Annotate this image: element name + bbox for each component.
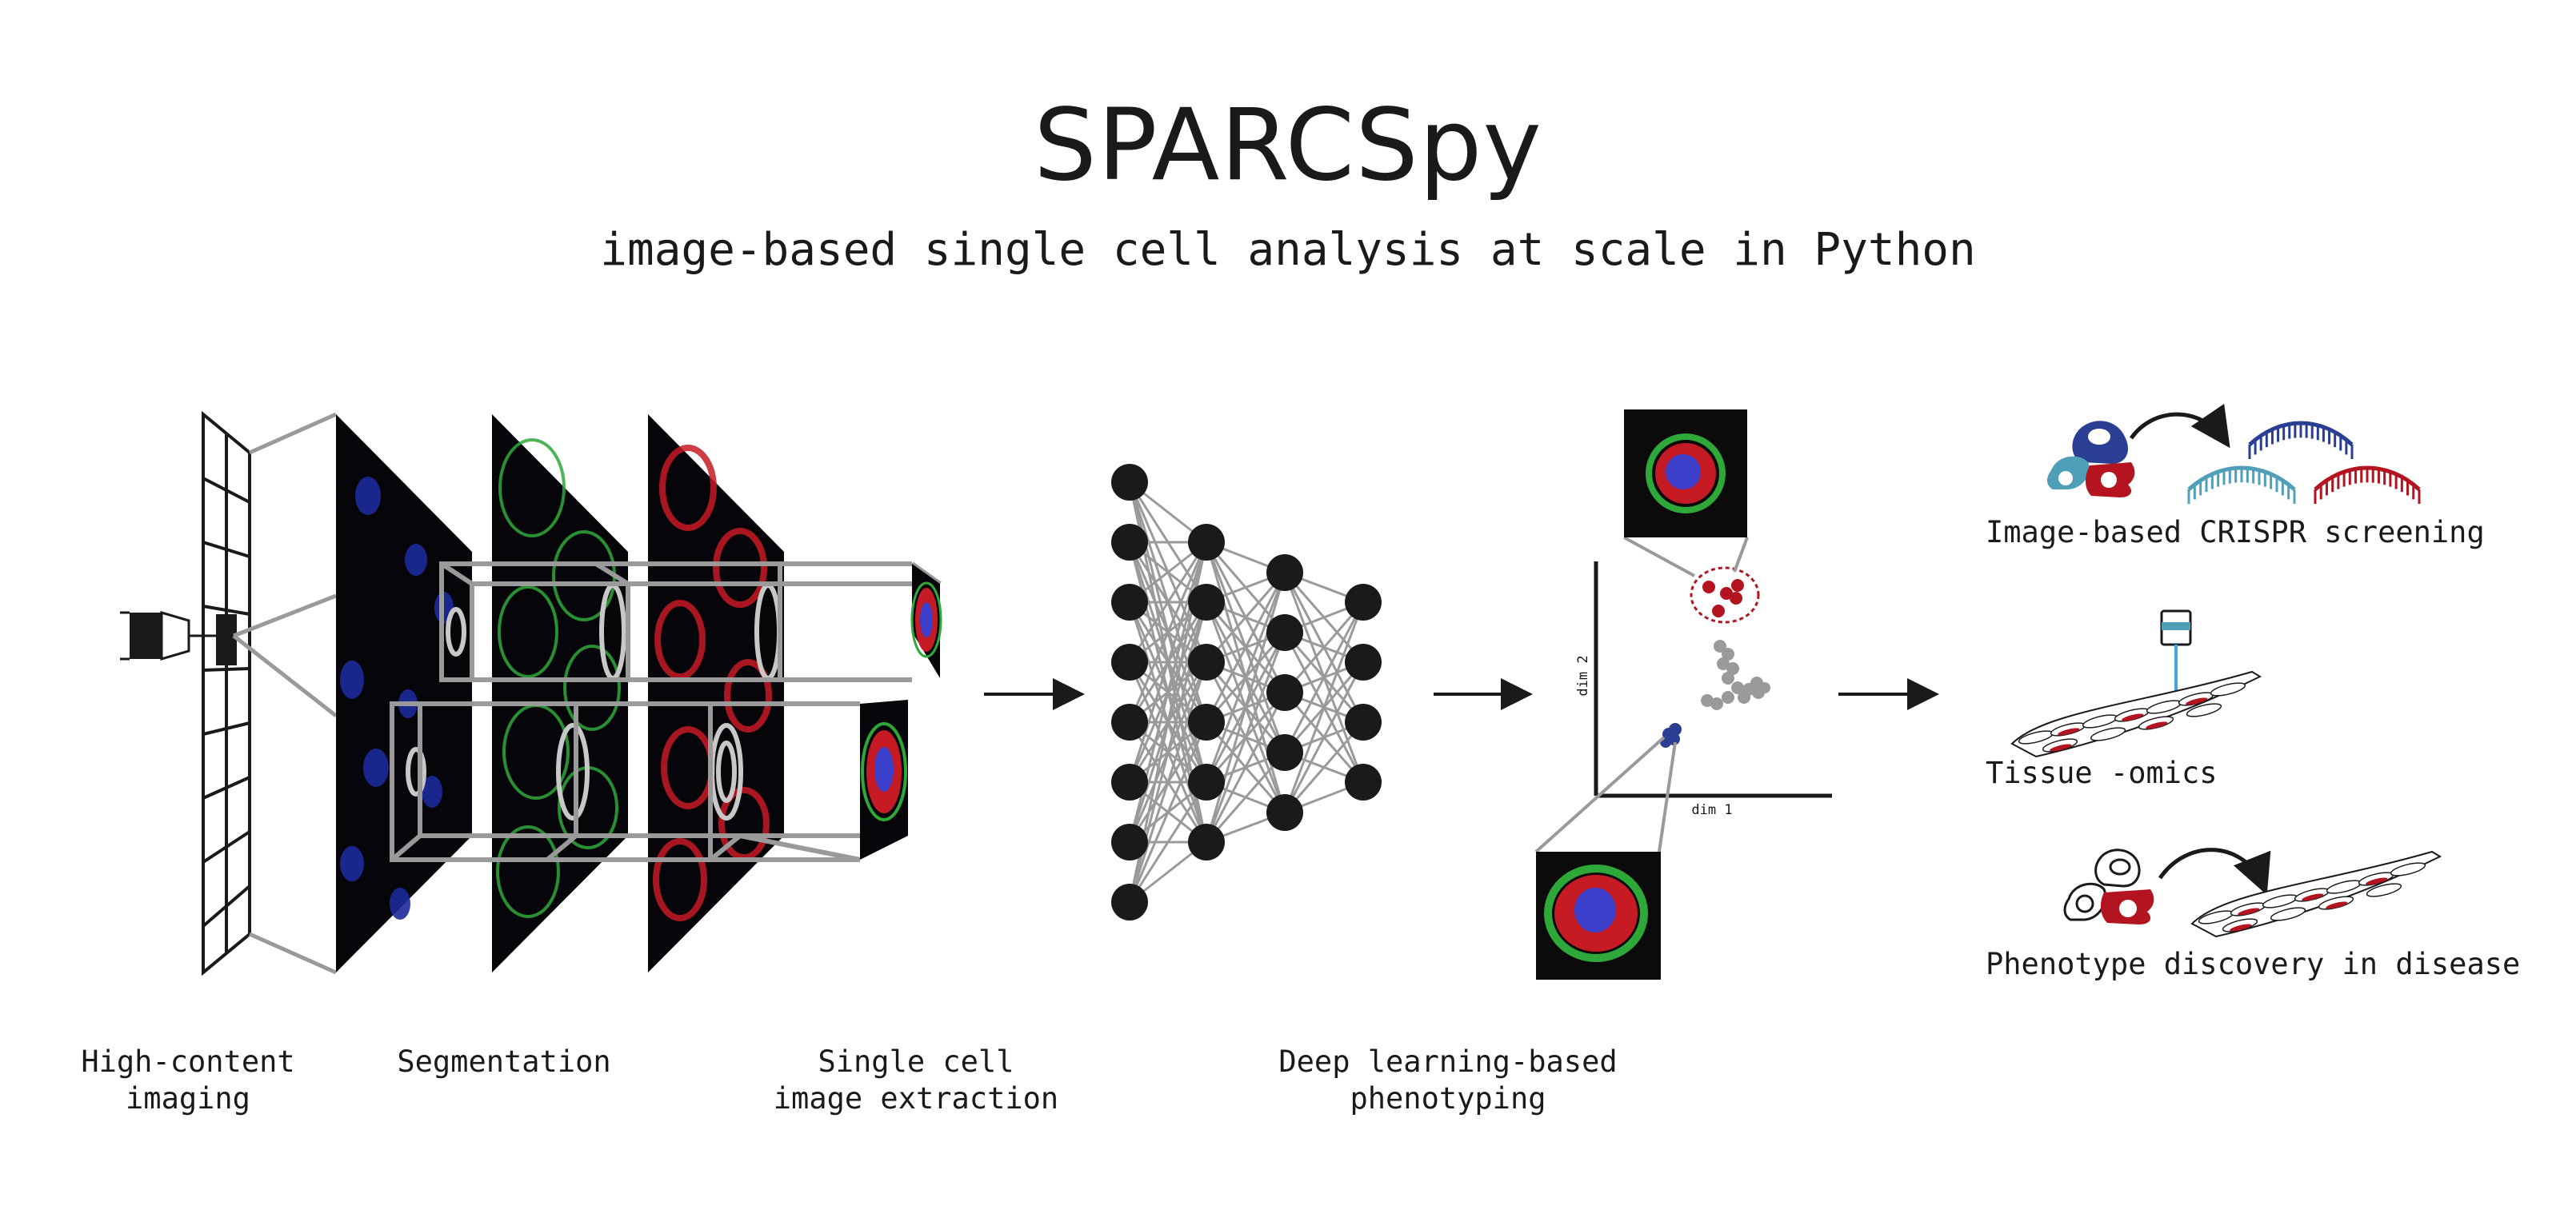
network-node	[1266, 554, 1303, 591]
network-node	[1345, 584, 1382, 621]
network-node	[1111, 704, 1148, 741]
cytoplasm-channel-image	[648, 414, 784, 972]
tissue-omics-graphic	[2012, 611, 2260, 757]
network-node	[1345, 704, 1382, 741]
step-label-extraction	[756, 1044, 1076, 1117]
network-node	[1266, 674, 1303, 711]
network-node	[1111, 584, 1148, 621]
cell-icon	[2065, 850, 2154, 924]
cell-icon	[2047, 421, 2134, 497]
network-node	[1111, 524, 1148, 561]
network-node	[1266, 734, 1303, 771]
crispr-screening-graphic	[2047, 414, 2419, 504]
application-label-phenotype: Phenotype discovery in disease	[1986, 947, 2521, 981]
microscope-objective-icon	[120, 613, 226, 659]
network-node	[1188, 644, 1225, 681]
cell-thumbnail-bottom	[1536, 852, 1661, 980]
step-label-line: imaging	[126, 1081, 250, 1116]
network-node	[1266, 614, 1303, 651]
application-label-tissue: Tissue -omics	[1986, 756, 2218, 790]
cell-thumbnail-top	[1624, 409, 1747, 537]
network-node	[1111, 464, 1148, 501]
embedding-plot	[1536, 409, 1832, 980]
page-subtitle: image-based single cell analysis at scale in Python	[600, 224, 1976, 276]
phenotype-discovery-graphic	[2065, 850, 2440, 936]
network-node	[1111, 764, 1148, 801]
network-node	[1111, 644, 1148, 681]
red-cluster-points	[1702, 579, 1744, 617]
step-label-line: Deep learning-based	[1278, 1044, 1618, 1079]
network-node	[1345, 644, 1382, 681]
step-label-line: High-content	[81, 1044, 295, 1079]
membrane-channel-image	[492, 414, 628, 972]
y-axis-label: dim 2	[1575, 655, 1591, 697]
network-node	[1188, 584, 1225, 621]
step-label-imaging	[72, 1044, 304, 1117]
network-node	[1188, 524, 1225, 561]
step-label-segmentation: Segmentation	[397, 1044, 611, 1079]
step-label-line: Single cell	[818, 1044, 1014, 1079]
single-cell-image-bottom	[860, 700, 908, 860]
network-node	[1188, 764, 1225, 801]
page-title: SPARCSpy	[1034, 88, 1542, 203]
network-node	[1188, 704, 1225, 741]
grey-cluster-points	[1701, 640, 1770, 710]
tissue-section	[2192, 852, 2440, 936]
network-node	[1111, 884, 1148, 920]
x-axis-label: dim 1	[1691, 802, 1733, 818]
step-label-line: image extraction	[773, 1081, 1059, 1116]
network-node	[1345, 764, 1382, 801]
well-plate-icon	[203, 414, 250, 972]
network-node	[1266, 794, 1303, 831]
neural-network-edges	[1130, 482, 1363, 902]
step-label-phenotyping	[1264, 1044, 1632, 1117]
step-label-line: phenotyping	[1350, 1081, 1546, 1116]
application-label-crispr: Image-based CRISPR screening	[1986, 515, 2485, 549]
nucleus-channel-image	[336, 414, 472, 972]
tissue-section	[2012, 672, 2260, 757]
blue-cluster-points	[1660, 723, 1682, 748]
network-node	[1111, 824, 1148, 861]
network-node	[1188, 824, 1225, 861]
